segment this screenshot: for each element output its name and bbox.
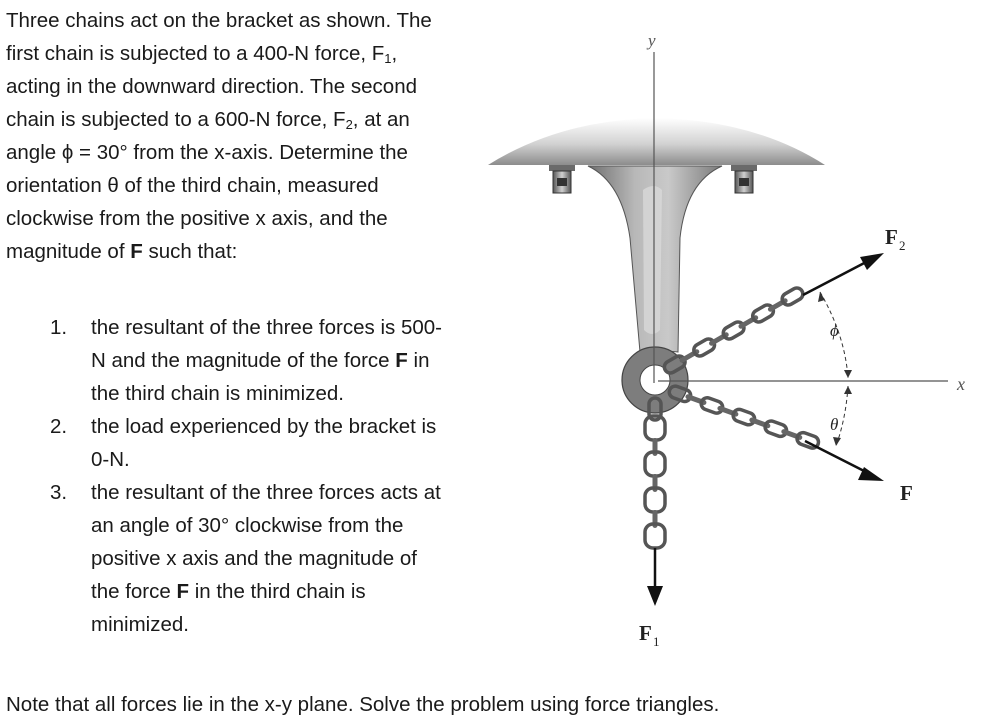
f2-label [885, 225, 906, 253]
svg-text:1: 1 [653, 634, 660, 649]
arrow-f [805, 441, 884, 481]
y-axis-label: y [648, 31, 656, 50]
f2-subscript: 2 [345, 117, 353, 132]
chain-f1 [645, 398, 665, 548]
svg-text:F: F [885, 225, 898, 249]
bracket-figure [470, 20, 980, 660]
x-axis-label: x [957, 374, 965, 394]
ceiling-plate [488, 118, 825, 165]
problem-statement [6, 4, 446, 268]
item-bold: F [395, 349, 408, 372]
note-text: Note that all forces lie in the x-y plane. Solve the problem using force triangles. [6, 693, 720, 716]
bolt-left-icon [549, 165, 575, 193]
item-number: 2. [50, 415, 68, 438]
item-text-b: in the third chain is minimized. [91, 580, 366, 636]
bolt-right-icon [731, 165, 757, 193]
item-text-a: the resultant of the three forces is 500-N and the magnitude of the force [91, 316, 442, 372]
item-number: 1. [50, 316, 68, 339]
chain-f [668, 384, 821, 449]
phi-arc-tip-bottom-icon [844, 370, 852, 378]
intro-part-3: , at an angle ϕ = 30° from the x-axis. Determine the orientation θ of the third chain, measured clockwise from the positive x axis, and the magnitude of [6, 108, 410, 263]
svg-text:2: 2 [899, 238, 906, 253]
intro-part-2: , acting in the downward direction. The second chain is subjected to a 600-N force, F [6, 42, 418, 131]
item-text-a: the resultant of the three forces acts at an angle of 30° clockwise from the positive x axis and the magnitude of the force [91, 481, 441, 603]
intro-bold-f: F [130, 240, 143, 263]
item-text-b: in the third chain is minimized. [91, 349, 430, 405]
list-item [50, 476, 450, 641]
conditions-list [50, 311, 450, 641]
phi-arc-tip-top-icon [818, 292, 825, 302]
arrow-f2 [803, 253, 884, 295]
theta-arc-tip-top-icon [844, 386, 852, 394]
item-number: 3. [50, 481, 68, 504]
svg-text:F: F [639, 621, 652, 645]
chain-f2 [662, 286, 805, 375]
item-text-a: the load experienced by the bracket is 0-N. [91, 415, 437, 471]
f1-label [639, 621, 660, 649]
item-bold: F [176, 580, 189, 603]
arrow-f1 [647, 548, 663, 606]
bracket-highlight [643, 186, 662, 334]
list-item [50, 410, 450, 476]
theta-label: θ [830, 415, 839, 434]
intro-part-1: Three chains act on the bracket as shown. The first chain is subjected to a 400-N force, F [6, 9, 432, 65]
list-item [50, 311, 450, 410]
intro-part-4: such that: [142, 240, 238, 263]
f1-subscript: 1 [384, 51, 392, 66]
phi-label: ϕ [830, 321, 839, 340]
f-label: F [900, 481, 913, 505]
